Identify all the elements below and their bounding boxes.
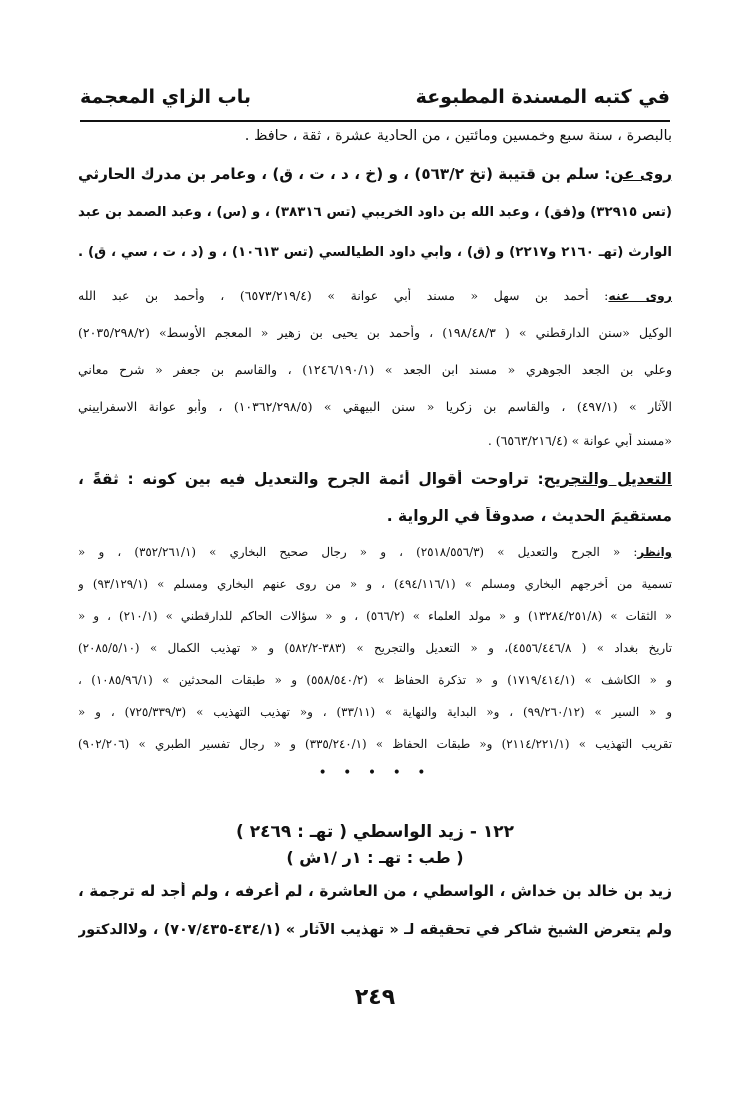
text-line: و « السير » (٩٩/٢٦٠/١٢) ، و« البداية والنهاية » (٣٣/١١) ، و« تهذيب التهذيب » (٧٢٥/٣٣٩/٣) ، و « — [78, 705, 672, 719]
text-line: الوارث (تهـ ٢١٦٠ و٢٢١٧) و (ق) ، وأبي داود الطيالسي (تس ١٠٦١٣) ، و (د ، ت ، سي ، ق) . — [78, 245, 672, 260]
text-line: « الثقات » (١٣٢٨٤/٢٥١/٨) و « مولد العلماء » (٥٦٦/٢) ، و « سؤالات الحاكم للدارقطني » (٢١٠/١) ، و « — [78, 609, 672, 623]
header-chapter-title: باب الزاي المعجمة — [80, 86, 252, 108]
header-book-title: في كتبه المسندة المطبوعة — [415, 86, 670, 108]
text-line: زيد بن خالد بن خداش ، الواسطي ، من العاشرة ، لم أعرفه ، ولم أجد له ترجمة ، — [78, 882, 672, 900]
evaluation-line: التعديل والتجريح: تراوحت أقوال أئمة الجرح والتعديل فيه بين كونه : ثقةً ، — [78, 470, 672, 488]
text-line: (تس ٣٢٩١٥) و(فق) ، وعبد الله بن داود الخريبي (تس ٣٨٣١٦) ، و (س) ، وعبد الصمد بن عبد — [78, 205, 672, 220]
text-line: تسمية من أخرجهم البخاري ومسلم » (٤٩٤/١١٦/١) ، و « من روى عنهم البخاري ومسلم » (٩٣/١٢٩/١) و — [78, 577, 672, 591]
section-separator: • • • • • — [318, 765, 432, 781]
text-line: ولم يتعرض الشيخ شاكر في تحقيقه لـ « تهذيب الآثار » (٤٣٤/١-٧٠٧/٤٣٥) ، ولاالدكتور — [78, 922, 672, 938]
text-line: «مسند أبي عوانة » (٦٥٦٣/٢١٦/٤) . — [487, 433, 672, 448]
text-line: مستقيمَ الحديث ، صدوقاً في الرواية . — [386, 507, 672, 525]
text-line: الآثار » (٤٩٧/١) ، والقاسم بن زكريا « سنن البيهقي » (١٠٣٦٢/٢٩٨/٥) ، وأبو عوانة الاسفراييني — [78, 399, 672, 414]
text-line: الوكيل «سنن الدارقطني » ( ١٩٨/٤٨/٣) ، وأحمد بن يحيى بن زهير « المعجم الأوسط» (٢٠٣٥/٢٩٨/٢) — [78, 325, 672, 340]
header-rule — [80, 120, 670, 122]
entry-title: ١٢٢ - زيد الواسطي ( تهـ : ٢٤٦٩ ) — [236, 822, 514, 842]
text-line: تاريخ بغداد » ( ٤٥٥٦/٤٤٦/٨)، و « التعديل والتجريح » (٣٨٣-٥٨٢/٢) و « تهذيب الكمال » (٢٠٨٥/٥/١٠) — [78, 641, 672, 655]
narrated-by-heading: روى عنه — [608, 288, 672, 303]
text-line: وعلي بن الجعد الجوهري « مسند ابن الجعد » (١٢٤٦/١٩٠/١) ، والقاسم بن جعفر « شرح معاني — [78, 362, 672, 377]
narrated-by-line: روى عنه: أحمد بن سهل « مسند أبي عوانة » (٦٥٧٣/٢١٩/٤) ، وأحمد بن عبد الله — [78, 288, 672, 303]
narrated-from-heading: روى عن — [610, 165, 672, 183]
narrated-from-line: روى عن: سلم بن قتيبة (تخ ٥٦٣/٢) ، و (خ ، د ، ت ، ق) ، وعامر بن مدرك الحارثي — [78, 165, 672, 183]
text-line: و « الكاشف » (١٧١٩/٤١٤/١) و « تذكرة الحفاظ » (٥٥٨/٥٤٠/٢) و « طبقات المحدثين » (١٠٨٥/٩٦/١) ، — [78, 673, 672, 687]
entry-subtitle: ( طب : تهـ : ١ر /١ش ) — [286, 848, 464, 867]
evaluation-heading: التعديل والتجريح — [543, 470, 672, 488]
text-line: بالبصرة ، سنة سبع وخمسين ومائتين ، من الحادية عشرة ، ثقة ، حافظ . — [244, 128, 672, 144]
see-also-heading: وانظر — [637, 545, 672, 559]
page-number: ٢٤٩ — [354, 985, 396, 1010]
running-header — [80, 82, 670, 112]
see-also-line: وانظر: « الجرح والتعديل » (٢٥١٨/٥٥٦/٣) ، و « رجال صحيح البخاري » (٣٥٢/٢٦١/١) ، و « — [78, 545, 672, 559]
text-line: تقريب التهذيب » (٢١١٤/٢٢١/١) و« طبقات الحفاظ » (٣٣٥/٢٤٠/١) و « رجال تفسير الطبري » (٩٠٢/٢٠٦) — [78, 737, 672, 751]
